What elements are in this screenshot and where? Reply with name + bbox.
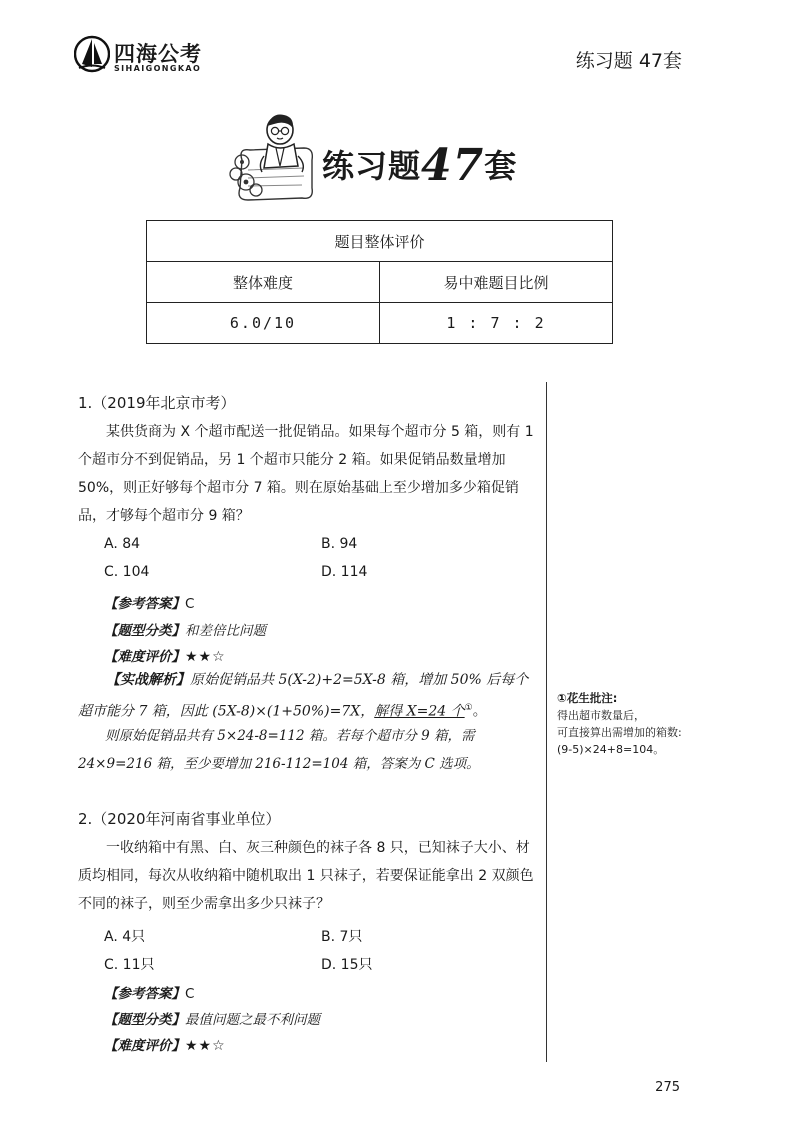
table-row xyxy=(147,262,613,303)
question-1-option-c: C. 104 xyxy=(104,564,150,580)
page-title-number: 47 xyxy=(421,140,485,191)
question-1-type xyxy=(104,619,266,639)
table-cell-difficulty: 6.0/10 xyxy=(147,303,380,344)
question-2-stem: 一收纳箱中有黑、白、灰三种颜色的袜子各 8 只，已知袜子大小、材质均相同，每次从收纳箱中随机取出 1 只袜子，若要保证能拿出 2 双颜色不同的袜子，则至少需拿出多少只袜子？ xyxy=(78,840,534,912)
brand-logo xyxy=(74,34,214,78)
question-1-title: 1.（2019年北京市考） xyxy=(78,394,236,412)
question-2-title: 2.（2020年河南省事业单位） xyxy=(78,810,281,828)
answer-tag: 【参考答案】 xyxy=(104,986,185,1002)
question-1-option-b: B. 94 xyxy=(321,536,358,552)
logo-subtitle: SIHAIGONGKAO xyxy=(114,64,202,73)
type-value: 最值问题之最不利问题 xyxy=(185,1012,320,1028)
difficulty-stars: ★★☆ xyxy=(185,1038,226,1054)
side-annotation-line-2: 可直接算出需增加的箱数: xyxy=(557,726,682,739)
question-1-answer xyxy=(104,592,194,612)
analysis-end: 。 xyxy=(472,703,487,720)
answer-value: C xyxy=(185,596,195,612)
question-2-option-b: B. 7只 xyxy=(321,929,363,945)
question-1-analysis-2: 则原始促销品共有 5×24-8=112 箱。若每个超市分 9 箱，需 24×9=216 箱，至少要增加 216-112=104 箱，答案为 C 选项。 xyxy=(78,728,480,772)
question-1-option-a: A. 84 xyxy=(104,536,141,552)
table-header-ratio: 易中难题目比例 xyxy=(380,262,613,303)
question-1-stem: 某供货商为 X 个超市配送一批促销品。如果每个超市分 5 箱，则有 1 个超市分不到促销品，另 1 个超市只能分 2 箱。如果促销品数量增加 50%，则正好够每个超市分 7 箱。则在原始基础上至少增加多少箱促销品，才够每个超市分 9 箱？ xyxy=(78,424,534,524)
side-annotation-head: ①花生批注: xyxy=(557,691,618,705)
page-title-prefix: 练习题 xyxy=(322,147,422,185)
question-2-option-a: A. 4只 xyxy=(104,929,146,945)
side-annotation xyxy=(557,690,717,758)
question-2-option-c: C. 11只 xyxy=(104,957,155,973)
analysis-underlined: 解得 X=24 个 xyxy=(374,703,465,720)
table-row xyxy=(147,221,613,262)
question-1-difficulty xyxy=(104,645,226,665)
analysis-tag: 【实战解析】 xyxy=(106,672,190,688)
question-1-analysis-1 xyxy=(78,666,530,726)
page-number: 275 xyxy=(655,1080,680,1095)
table-row xyxy=(147,303,613,344)
type-tag: 【题型分类】 xyxy=(104,623,185,639)
evaluation-table xyxy=(146,220,613,344)
table-caption: 题目整体评价 xyxy=(147,221,613,262)
difficulty-stars: ★★☆ xyxy=(185,649,226,665)
table-cell-ratio: 1 : 7 : 2 xyxy=(380,303,613,344)
table-header-difficulty: 整体难度 xyxy=(147,262,380,303)
mascot-illustration-icon xyxy=(222,108,320,204)
answer-tag: 【参考答案】 xyxy=(104,596,185,612)
side-annotation-line-1: 得出超市数量后， xyxy=(557,709,645,722)
side-annotation-line-3: (9-5)×24+8=104。 xyxy=(557,743,665,756)
difficulty-tag: 【难度评价】 xyxy=(104,649,185,665)
header-title: 练习题 47套 xyxy=(575,50,682,72)
logo-name: 四海公考 xyxy=(114,42,202,66)
question-2-option-d: D. 15只 xyxy=(321,957,373,973)
answer-value: C xyxy=(185,986,195,1002)
sail-logo-icon xyxy=(74,34,110,74)
type-value: 和差倍比问题 xyxy=(185,623,266,639)
margin-divider xyxy=(546,382,547,1062)
question-2-difficulty xyxy=(104,1034,226,1054)
page-title-suffix: 套 xyxy=(484,147,518,185)
footnote-marker: ① xyxy=(464,703,473,713)
question-2-answer xyxy=(104,982,194,1002)
type-tag: 【题型分类】 xyxy=(104,1012,185,1028)
analysis-text-1: 原始促销品共 5(X-2)+2=5X-8 箱，增加 50% 后每个超市能分 7 箱，因此 (5X-8)×(1+50%)=7X， xyxy=(78,672,529,720)
page-title xyxy=(322,140,517,191)
question-2-type xyxy=(104,1008,320,1028)
difficulty-tag: 【难度评价】 xyxy=(104,1038,185,1054)
question-1-option-d: D. 114 xyxy=(321,564,368,580)
